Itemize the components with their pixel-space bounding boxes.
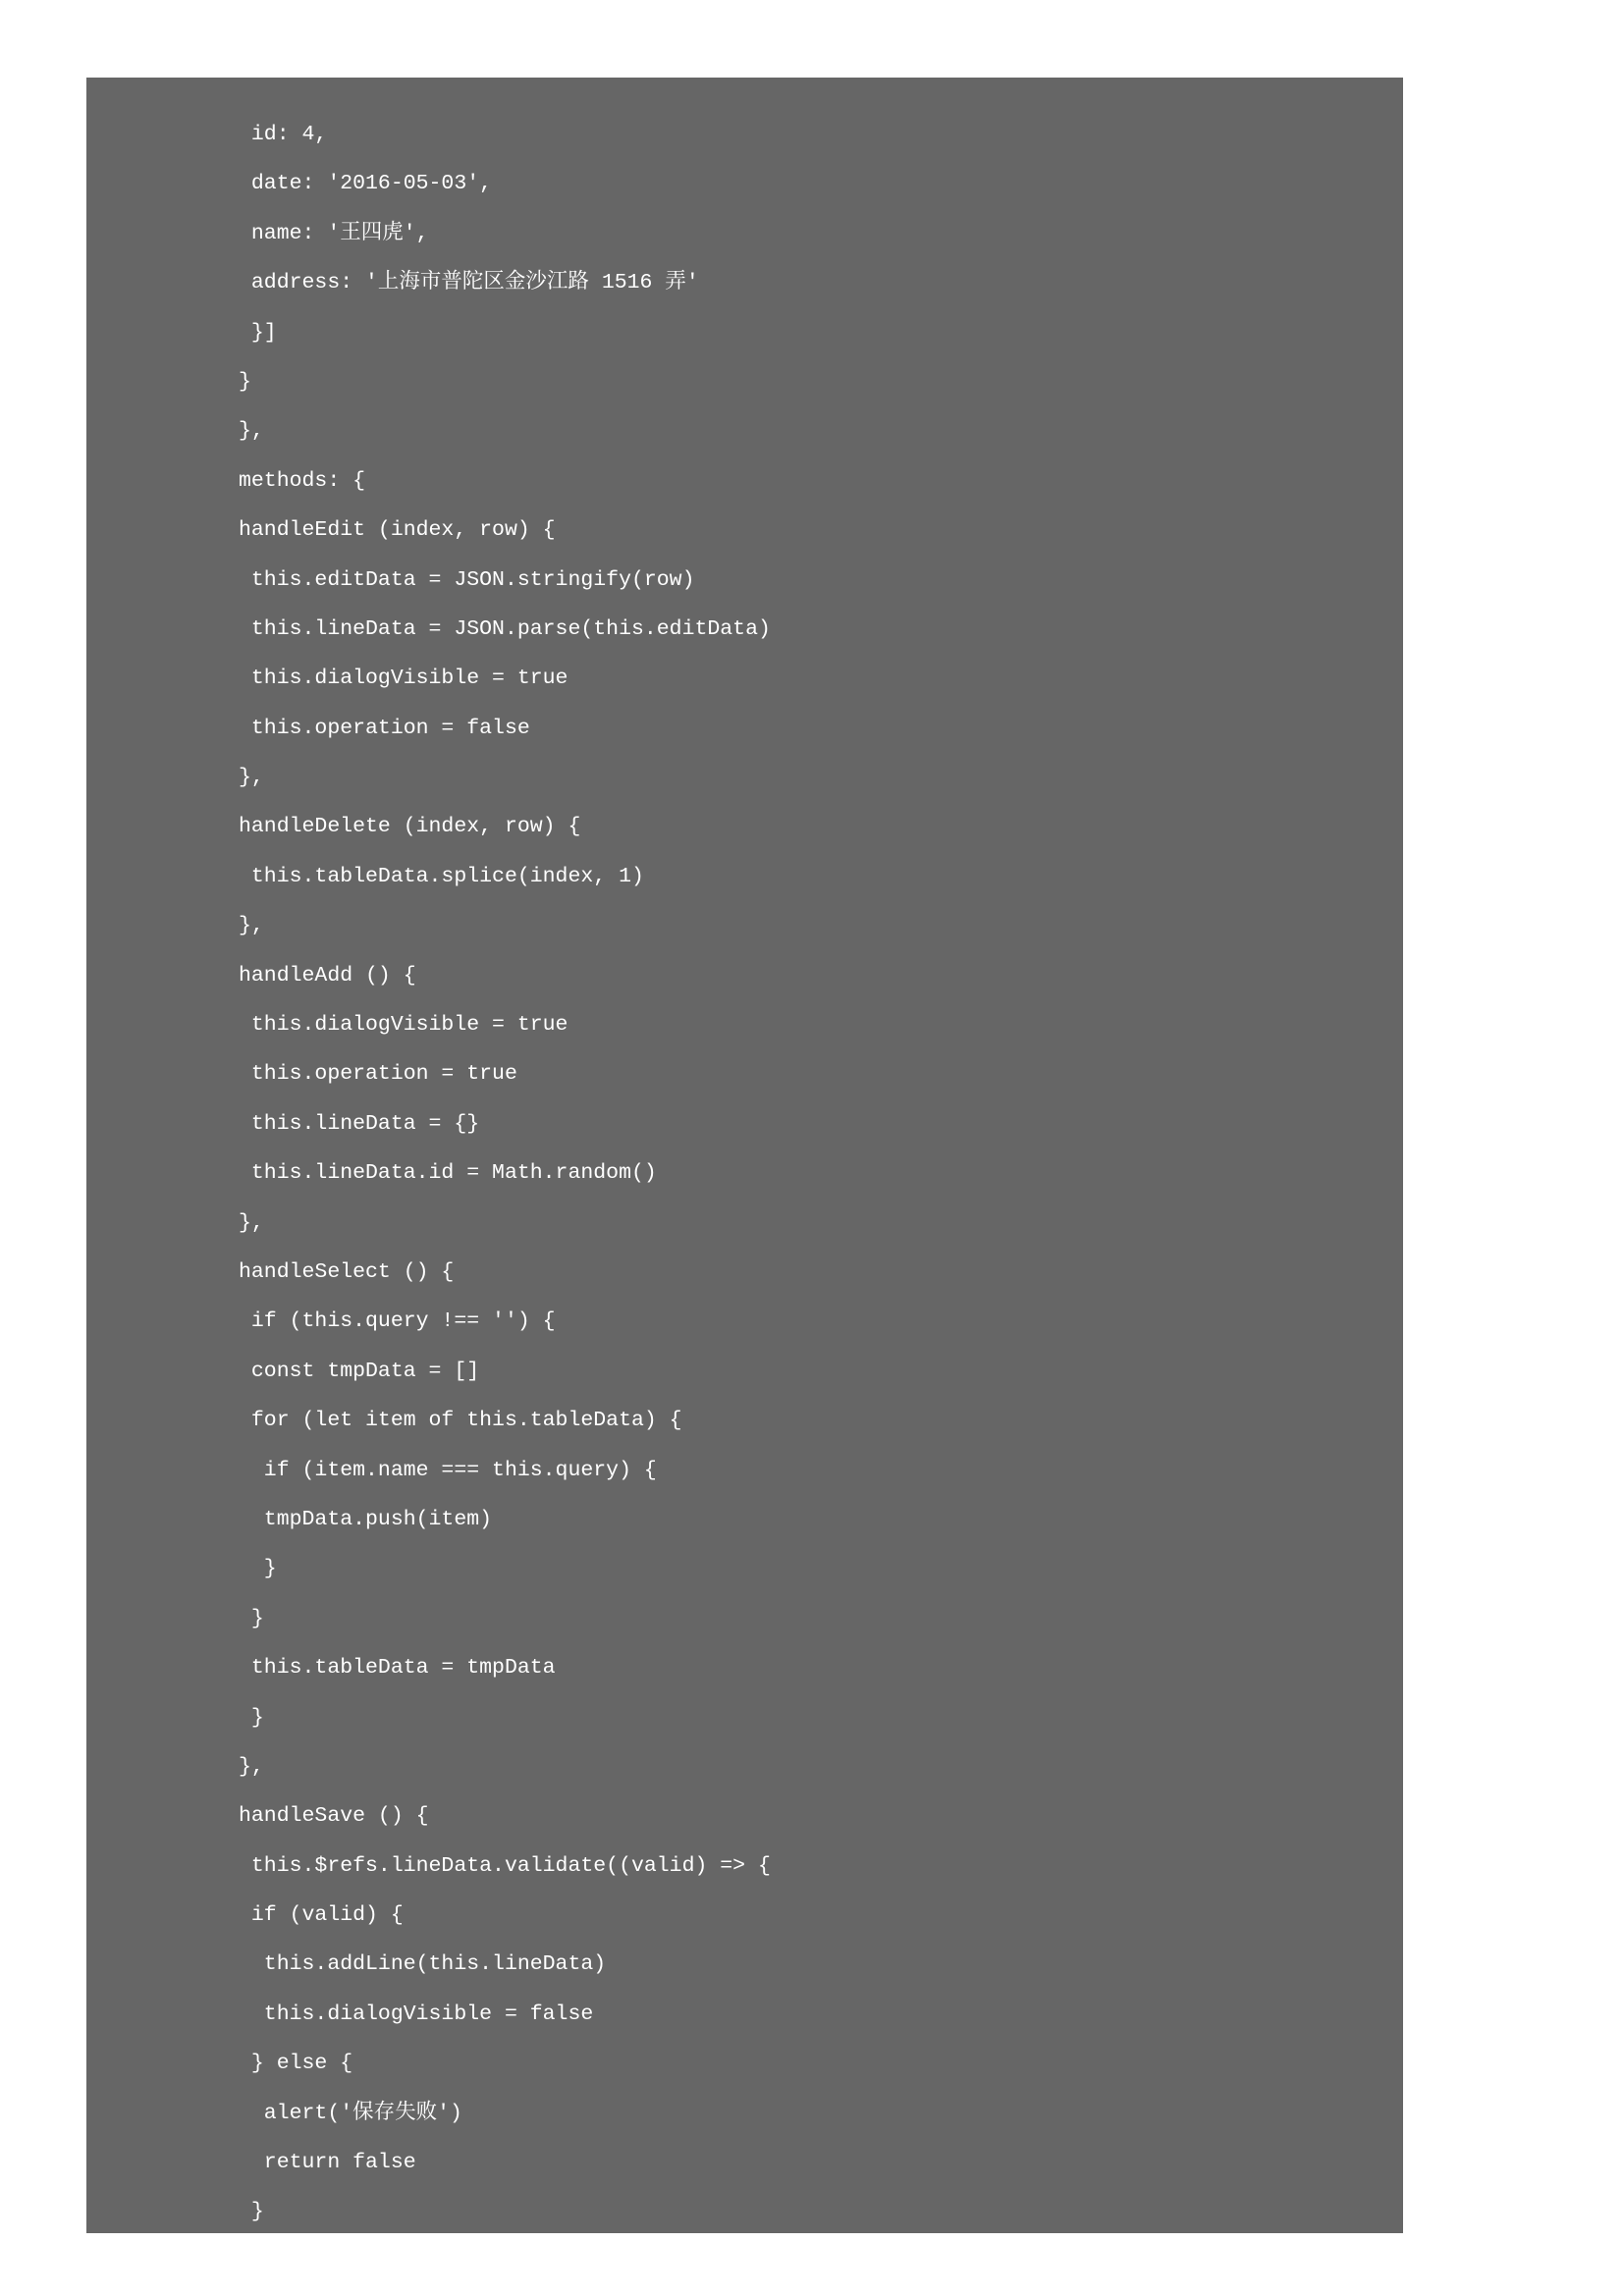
code-line: this.dialogVisible = true — [239, 667, 568, 691]
code-line: } — [239, 2200, 264, 2224]
code-line: } — [239, 1557, 277, 1581]
code-line: this.tableData.splice(index, 1) — [239, 864, 644, 888]
code-line: const tmpData = [] — [239, 1359, 480, 1383]
code-line: if (valid) { — [239, 1903, 404, 1928]
code-line: this.operation = true — [239, 1062, 517, 1087]
code-line: handleAdd () { — [239, 963, 416, 988]
code-line: handleEdit (index, row) { — [239, 518, 556, 543]
code-line: if (item.name === this.query) { — [239, 1458, 657, 1482]
code-line: handleSelect () { — [239, 1259, 455, 1284]
code-line: if (this.query !== '') { — [239, 1309, 556, 1334]
code-line: } — [239, 1606, 264, 1630]
code-line: }, — [239, 766, 264, 790]
code-line: alert('保存失败') — [239, 2101, 462, 2125]
code-line: }, — [239, 1210, 264, 1235]
code-line: this.addLine(this.lineData) — [239, 1952, 607, 1977]
code-line: } — [239, 1705, 264, 1730]
code-line: address: '上海市普陀区金沙江路 1516 弄' — [239, 271, 699, 295]
code-line: }, — [239, 914, 264, 938]
code-line: this.lineData = {} — [239, 1111, 480, 1136]
code-line: this.lineData = JSON.parse(this.editData) — [239, 616, 771, 641]
code-line: for (let item of this.tableData) { — [239, 1409, 682, 1433]
code-line: this.lineData.id = Math.random() — [239, 1161, 657, 1186]
code-line: }] — [239, 320, 277, 345]
code-line: } else { — [239, 2052, 353, 2076]
code-line: date: '2016-05-03', — [239, 172, 493, 196]
code-line: return false — [239, 2151, 416, 2175]
code-line: this.tableData = tmpData — [239, 1656, 556, 1681]
code-line: }, — [239, 1754, 264, 1779]
code-line: handleSave () { — [239, 1804, 429, 1829]
code-block — [86, 78, 1403, 2233]
code-line: tmpData.push(item) — [239, 1507, 493, 1531]
code-lines — [239, 110, 771, 2237]
code-line: handleDelete (index, row) { — [239, 815, 581, 839]
code-line: this.operation = false — [239, 716, 530, 740]
code-line: this.$refs.lineData.validate((valid) => { — [239, 1853, 771, 1878]
code-line: id: 4, — [239, 123, 328, 146]
code-line: methods: { — [239, 468, 366, 493]
code-line: name: '王四虎', — [239, 221, 429, 245]
code-line: this.editData = JSON.stringify(row) — [239, 567, 695, 592]
code-line: }, — [239, 419, 264, 444]
code-line: this.dialogVisible = false — [239, 2002, 594, 2026]
code-line: } — [239, 369, 251, 394]
code-line: this.dialogVisible = true — [239, 1013, 568, 1038]
